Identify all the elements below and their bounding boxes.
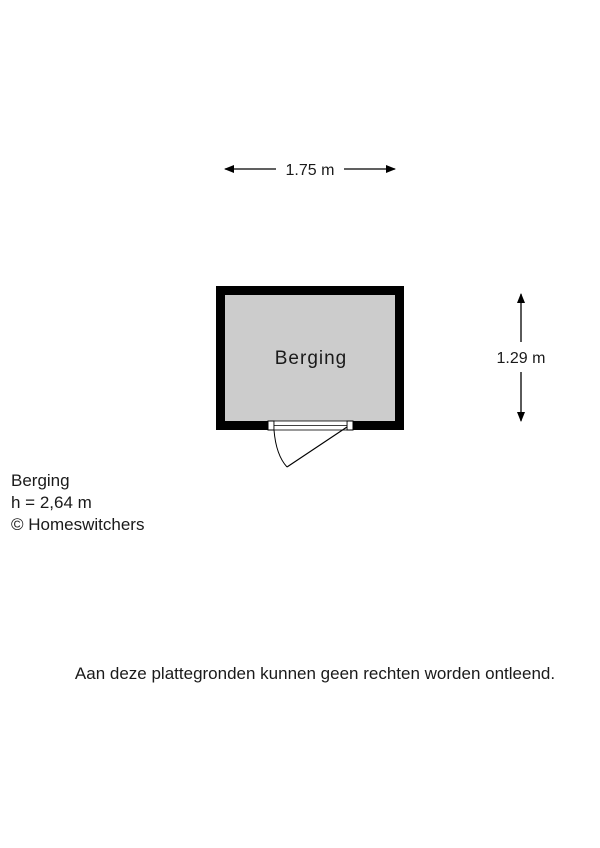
door [268, 421, 353, 467]
disclaimer-text: Aan deze plattegronden kunnen geen rechten worden ontleend. [74, 664, 556, 683]
wall-left [216, 286, 225, 430]
wall-right [395, 286, 404, 430]
depth-dimension-label: 1.29 m [496, 350, 546, 367]
door-leaf [287, 427, 347, 467]
width-dimension-label: 1.75 m [285, 162, 335, 179]
room-berging [216, 286, 404, 467]
wall-top [216, 286, 404, 295]
door-jamb-left [268, 421, 274, 430]
width-dimension [225, 162, 395, 179]
legend-ceiling-height: h = 2,64 m [11, 493, 92, 512]
door-jamb-right [347, 421, 353, 430]
legend-copyright: © Homeswitchers [11, 515, 145, 534]
floor-legend [11, 470, 144, 536]
wall-bottom-left [216, 421, 268, 430]
room-label: Berging [274, 348, 348, 369]
depth-dimension [497, 294, 546, 421]
legend-floor-name: Berging [11, 471, 70, 490]
wall-bottom-right [353, 421, 404, 430]
door-swing-arc [274, 430, 287, 467]
